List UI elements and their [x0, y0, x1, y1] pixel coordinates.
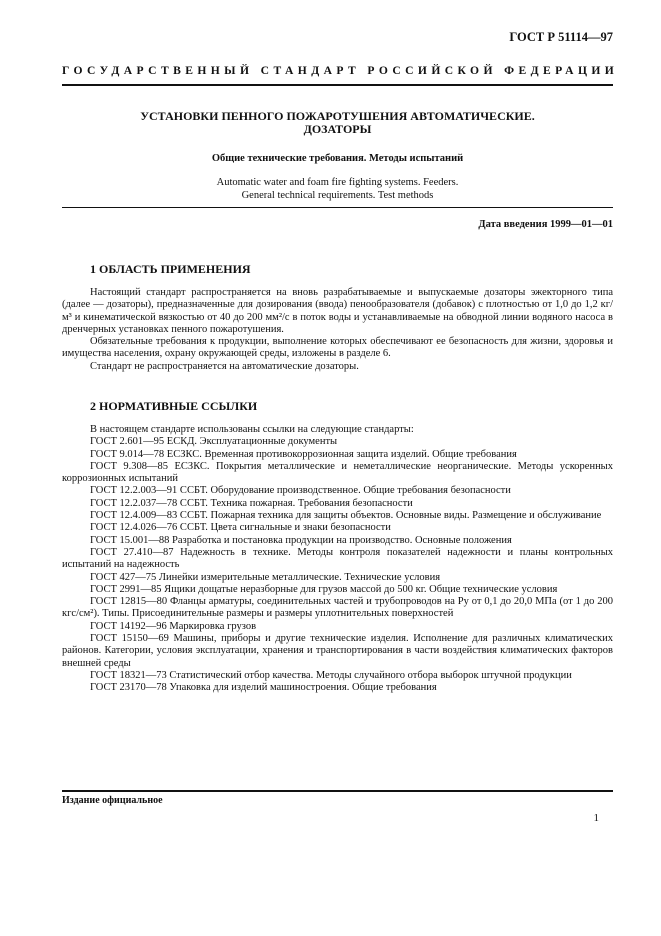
page-number: 1: [593, 812, 599, 824]
title-line-2: ДОЗАТОРЫ: [303, 122, 372, 136]
section-1-paragraph: Стандарт не распространяется на автоматические дозаторы.: [90, 360, 359, 372]
reference-item: ГОСТ 12815—80 Фланцы арматуры, соединительных частей и трубопроводов на Pу от 0,1 до 20,0 МПа (от 1 до 200 кгс/см²). Типы. Присоединительные размеры и размеры уплотнительных поверхностей: [62, 596, 613, 620]
reference-item: ГОСТ 427—75 Линейки измерительные металлические. Технические условия: [90, 571, 441, 583]
reference-item: ГОСТ 23170—78 Упаковка для изделий машиностроения. Общие требования: [90, 682, 437, 694]
footer-rule: [62, 790, 613, 792]
reference-item: ГОСТ 12.4.026—76 ССБТ. Цвета сигнальные и знаки безопасности: [90, 522, 391, 534]
reference-item: ГОСТ 12.4.009—83 ССБТ. Пожарная техника для защиты объектов. Основные виды. Размещение и обслуживание: [90, 510, 602, 522]
section-1-heading: 1 ОБЛАСТЬ ПРИМЕНЕНИЯ: [90, 262, 251, 276]
subtitle: Общие технические требования. Методы испытаний: [211, 153, 464, 164]
section-1-paragraph: Обязательные требования к продукции, выполнение которых обеспечивают ее безопасность для жизни, здоровья и имущества населения, охрану окружающей среды, изложены в разделе 6.: [62, 336, 613, 360]
section-1-body: [62, 287, 613, 373]
document-code: ГОСТ Р 51114—97: [509, 30, 613, 44]
title-line-1: УСТАНОВКИ ПЕННОГО ПОЖАРОТУШЕНИЯ АВТОМАТИЧЕСКИЕ.: [140, 109, 535, 123]
reference-item: ГОСТ 9.308—85 ЕСЗКС. Покрытия металлические и неметаллические неорганические. Методы ускоренных коррозионных испытаний: [62, 460, 613, 485]
reference-item: ГОСТ 15.001—88 Разработка и постановка продукции на производство. Основные положения: [90, 534, 512, 546]
title-block: [62, 110, 613, 202]
reference-item: ГОСТ 15150—69 Машины, приборы и другие технические изделия. Исполнение для различных климатических районов. Категории, условия эксплуатации, хранения и транспортирования в части воздействия климатических факторов внешней среды: [62, 633, 613, 669]
reference-item: ГОСТ 9.014—78 ЕСЗКС. Временная противокоррозионная защита изделий. Общие требования: [90, 448, 517, 460]
section-2-heading: 2 НОРМАТИВНЫЕ ССЫЛКИ: [90, 399, 258, 413]
reference-item: ГОСТ 14192—96 Маркировка грузов: [90, 620, 257, 632]
reference-item: ГОСТ 18321—73 Статистический отбор качества. Методы случайного отбора выборок штучной продукции: [90, 669, 572, 681]
english-title-line-1: Automatic water and foam fire fighting systems. Feeders.: [216, 177, 459, 188]
reference-item: ГОСТ 27.410—87 Надежность в технике. Методы контроля показателей надежности и планы контрольных испытаний на надежность: [62, 546, 613, 571]
reference-item: ГОСТ 2991—85 Ящики дощатые неразборные для грузов массой до 500 кг. Общие технические условия: [90, 583, 558, 595]
reference-item: ГОСТ 12.2.037—78 ССБТ. Техника пожарная. Требования безопасности: [90, 497, 413, 509]
reference-item: ГОСТ 12.2.003—91 ССБТ. Оборудование производственное. Общие требования безопасности: [90, 485, 511, 497]
english-title: [62, 177, 613, 202]
reference-intro: В настоящем стандарте использованы ссылки на следующие стандарты:: [90, 424, 414, 435]
section-2-body: [62, 424, 613, 695]
introduction-date: Дата введения 1999—01—01: [478, 219, 613, 230]
official-edition-note: Издание официальное: [62, 795, 163, 806]
header-rule: [62, 84, 613, 86]
section-1-paragraph: Настоящий стандарт распространяется на вновь разрабатываемые и выпускаемые дозаторы эжекторного типа (далее — дозаторы), предназначенные для дозирования (ввода) пенообразователя (добавок) с плотностью от 1,0 до 1,2 кг/м³ и кинематической вязкостью от 40 до 200 мм²/с в поток воды и устанавливаемые на обводной линии водяного насоса в дренчерных установках пенного пожаротушения.: [62, 287, 613, 335]
title-rule: [62, 207, 613, 208]
state-standard-banner: ГОСУДАРСТВЕННЫЙ СТАНДАРТ РОССИЙСКОЙ ФЕДЕРАЦИИ: [62, 64, 619, 77]
english-title-line-2: General technical requirements. Test methods: [241, 189, 434, 201]
reference-item: ГОСТ 2.601—95 ЕСКД. Эксплуатационные документы: [90, 436, 338, 448]
